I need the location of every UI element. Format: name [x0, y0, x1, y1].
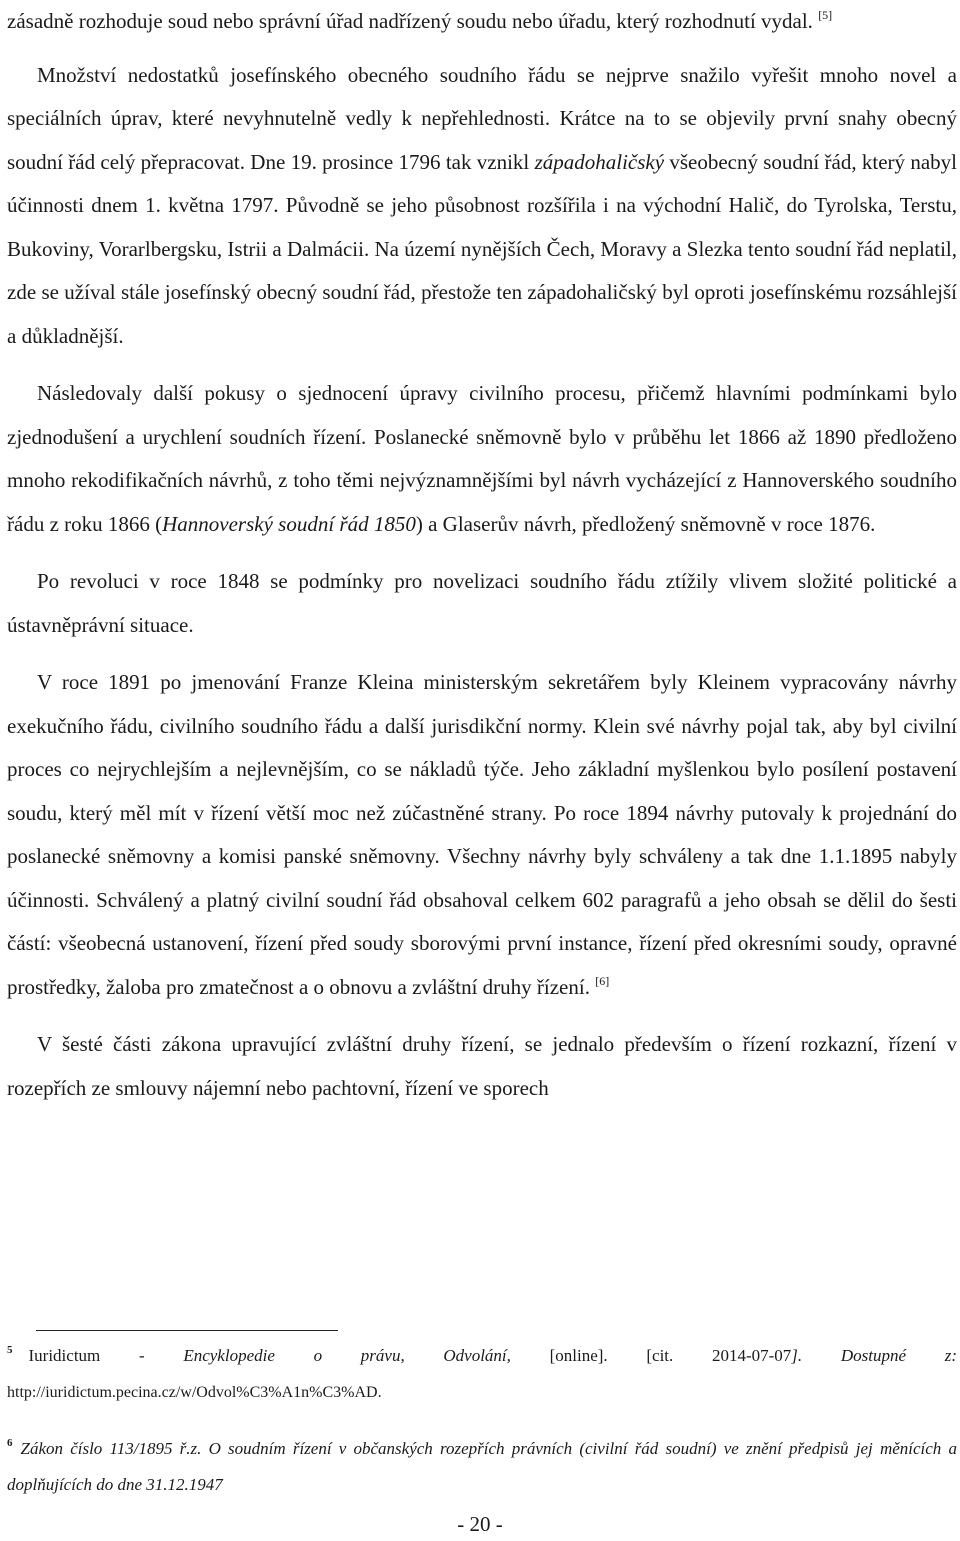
page-number: - 20 -: [457, 1512, 503, 1536]
paragraph-revoluce: Po revoluci v roce 1848 se podmínky pro novelizaci soudního řádu ztížily vlivem složité politické a ústavněprávní situace.: [7, 569, 957, 637]
emphasis-hannoversky: Hannoverský soudní řád 1850: [162, 511, 416, 536]
footnote-reference-5[interactable]: [5]: [818, 8, 833, 22]
footnote-url[interactable]: http://iuridictum.pecina.cz/w/Odvol%C3%A1n%C3%AD.: [7, 1384, 382, 1401]
footnote-separator: [36, 1330, 338, 1331]
paragraph-sjednoceni: Následovaly další pokusy o sjednocení úpravy civilního procesu, přičemž hlavními podmínkami bylo zjednodušení a urychlení soudních řízení. Poslanecké sněmovně bylo v průběhu let 1866 až 1890 předloženo mnoho rekodifikačních návrhů, z toho těmi nejvýznamnějšími byl návrh vycházející z Hannoverského soudního řádu z roku 1866 (Hannoverský soudní řád 1850) a Glaserův návrh, předložený sněmovně v roce 1876.: [7, 381, 957, 536]
footnotes: [7, 1338, 957, 1503]
footnote-6: $^6$ Zákon číslo 113/1895 ř.z. O soudním řízení v občanských rozepřích právních (civilní řád soudní) ve znění předpisů jej měnících a doplňujících do dne 31.12.1947: [7, 1437, 957, 1494]
footnote-reference-6[interactable]: [6]: [595, 973, 610, 988]
paragraph-josefinsky: Množství nedostatků josefínského obecného soudního řádu se nejprve snažilo vyřešit mnoho novel a speciálních úprav, které nevyhnutelně vedly k nepřehlednosti. Krátce na to se objevily první snahy obecný soudní řád celý přepracovat. Dne 19. prosince 1796 tak vznikl západohaličský všeobecný soudní řád, který nabyl účinnosti dnem 1. května 1797. Původně se jeho působnost rozšířila i na východní Halič, do Tyrolska, Terstu, Bukoviny, Vorarlbergsku, Istrii a Dalmácii. Na území nynějších Čech, Moravy a Slezka tento soudní řád neplatil, zde se užíval stále josefínský obecný soudní řád, přestože ten západohaličský byl oproti josefínskému rozsáhlejší a důkladnější.: [7, 62, 957, 348]
footnote-number: 5: [7, 1344, 13, 1356]
paragraph-continuation: zásadně rozhoduje soud nebo správní úřad nadřízený soudu nebo úřadu, který rozhodnutí vydal. [5]: [7, 8, 833, 33]
paragraph-sesta-cast: V šesté části zákona upravující zvláštní druhy řízení, se jednalo především o řízení rozkazní, řízení v rozepřích ze smlouvy nájemní nebo pachtovní, řízení ve sporech: [7, 1032, 957, 1100]
emphasis-zapadohalicsky: západohaličský: [534, 149, 665, 174]
footnote-5: $^5$ Iuridictum - Encyklopedie o právu, Odvolání, [online]. [cit. 2014-07-07]. Dostupné z: http://iuridictum.pecina.cz/w/Odvol%C3%A1n%C3%AD.: [7, 1344, 957, 1401]
paragraph-klein: V roce 1891 po jmenování Franze Kleina ministerským sekretářem byly Kleinem vypracovány návrhy exekučního řádu, civilního soudního řádu a další jurisdikční normy. Klein své návrhy pojal tak, aby byl civilní proces co nejrychlejším a nejlevnějším, co se nákladů týče. Jeho základní myšlenkou bylo posílení postavení soudu, který měl mít v řízení větší moc než zúčastněné strany. Po roce 1894 návrhy putovaly k projednání do poslanecké sněmovny a komisi panské sněmovny. Všechny návrhy byly schváleny a tak dne 1.1.1895 nabyly účinnosti. Schválený a platný civilní soudní řád obsahoval celkem 602 paragrafů a jeho obsah se dělil do šesti částí: všeobecná ustanovení, řízení před soudy sborovými první instance, řízení před okresními soudy, opravné prostředky, žaloba pro zmatečnost a o obnovu a zvláštní druhy řízení. [6]: [7, 670, 957, 999]
body-text: [7, 0, 957, 1110]
footnote-number: 6: [7, 1437, 13, 1449]
